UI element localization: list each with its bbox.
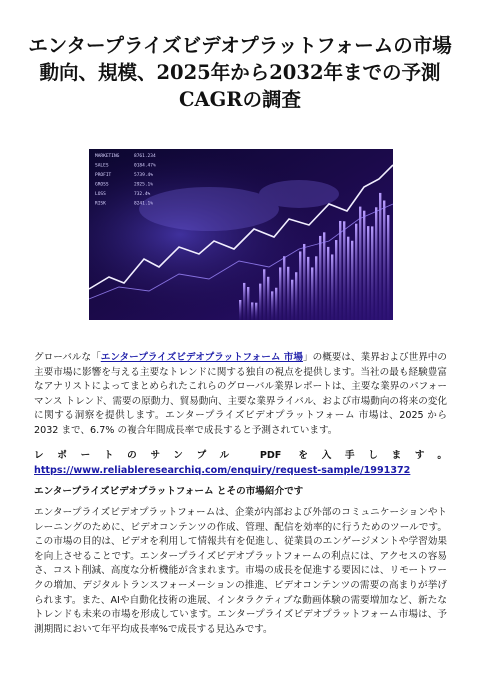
hero-bar: [311, 267, 313, 320]
hero-bar: [327, 247, 329, 320]
ticker-value: 732.4%: [134, 192, 151, 197]
hero-bar: [255, 303, 257, 320]
hero-bar: [363, 211, 365, 320]
ticker-label: PROFIT: [95, 173, 112, 178]
intro-paragraph: [34, 351, 447, 439]
body-paragraph: エンタープライズビデオプラットフォームは、企業が内部および外部のコミュニケーションやトレーニングのために、ビデオコンテンツの作成、管理、配信を効率的に行うためのツールです。この市場の目的は、ビデオを利用して情報共有を促進し、従業員のエンゲージメントや学習効果を向上させることです。エンタープライズビデオプラットフォームの利点には、アクセスの容易さ、コスト削減、高度な分析機能が含まれます。市場の成長を促進する要因には、リモートワークの増加、デジタルトランスフォーメーションの推進、ビデオコンテンツの需要の高まりが挙げられます。また、AIや自動化技術の進展、インタラクティブな動画体験の需要増加など、新たなトレンドも未来の市場を形成しています。エンタープライズビデオプラットフォーム市場は、予測期間において年平均成長率%で成長する見込みです。: [34, 507, 447, 635]
hero-bar: [371, 226, 373, 320]
hero-bar: [379, 193, 381, 320]
hero-bar: [283, 256, 285, 320]
hero-bar: [359, 207, 361, 320]
hero-bar: [279, 267, 281, 320]
hero-bar: [347, 237, 349, 320]
hero-bar: [263, 269, 265, 320]
market-link[interactable]: エンタープライズビデオプラットフォーム 市場: [100, 352, 303, 363]
hero-bar: [351, 241, 353, 320]
ticker-value: 5739.4%: [134, 173, 153, 178]
section-heading: エンタープライズビデオプラットフォーム とその市場紹介です: [34, 486, 304, 497]
hero-bar: [247, 287, 249, 320]
hero-bar: [295, 272, 297, 320]
intro-before: グローバルな「: [34, 352, 101, 363]
hero-bar: [315, 256, 317, 320]
hero-bar: [275, 288, 277, 320]
hero-bar: [267, 277, 269, 320]
hero-bar: [367, 226, 369, 320]
sample-label: レポートのサンプル PDF を入手します。: [34, 450, 447, 461]
hero-bar: [271, 291, 273, 320]
ticker-value: 8761.234: [134, 154, 156, 159]
hero-bar: [291, 280, 293, 320]
ticker-label: GROSS: [95, 182, 109, 188]
page-title: エンタープライズビデオプラットフォームの市場動向、規模、2025年から2032年までの予測CAGRの調査: [28, 34, 452, 111]
hero-bar: [335, 240, 337, 320]
hero-bar: [375, 207, 377, 320]
hero-bar: [387, 215, 389, 320]
hero-bar: [339, 221, 341, 320]
sample-link[interactable]: https://www.reliableresearchiq.com/enquiry/request-sample/1991372: [34, 464, 411, 476]
ticker-value: 0184.47%: [134, 163, 156, 169]
hero-bar: [307, 257, 309, 320]
hero-bar: [303, 244, 305, 320]
hero-bar: [323, 232, 325, 320]
hero-bar: [355, 224, 357, 320]
sample-paragraph: [34, 449, 447, 478]
ticker-label: RISK: [95, 201, 106, 207]
hero-bar: [259, 284, 261, 320]
ticker-label: MARKETING: [95, 154, 120, 159]
hero-bar: [343, 221, 345, 320]
hero-bar: [299, 251, 301, 320]
hero-bar: [251, 302, 253, 320]
hero-image: [89, 149, 393, 320]
hero-bar: [319, 236, 321, 320]
ticker-label: LOSS: [95, 192, 106, 197]
ticker-label: SALES: [95, 163, 109, 169]
hero-bar: [243, 283, 245, 320]
hero-bar: [287, 267, 289, 320]
intro-after: 」の概要は、業界および世界中の主要市場に影響を与える主要なトレンドに関する独自の視点を提供します。当社の最も経験豊富なアナリストによってまとめられたこれらのグローバル業界レポートは、主要な業界のパフォーマンス トレンド、需要の原動力、貿易動向、主要な業界ライバル、および市場動向の将来の変化に関する洞察を提供します。エンタープライズビデオプラットフォーム 市場は、2025 から 2032 まで、6.7% の複合年間成長率で成長すると予測されています。: [34, 352, 447, 436]
hero-bar: [239, 300, 241, 320]
ticker-value: 2925.1%: [134, 182, 153, 188]
ticker-value: 8241.1%: [134, 201, 153, 207]
hero-bar: [331, 254, 333, 320]
hero-bar: [383, 200, 385, 320]
